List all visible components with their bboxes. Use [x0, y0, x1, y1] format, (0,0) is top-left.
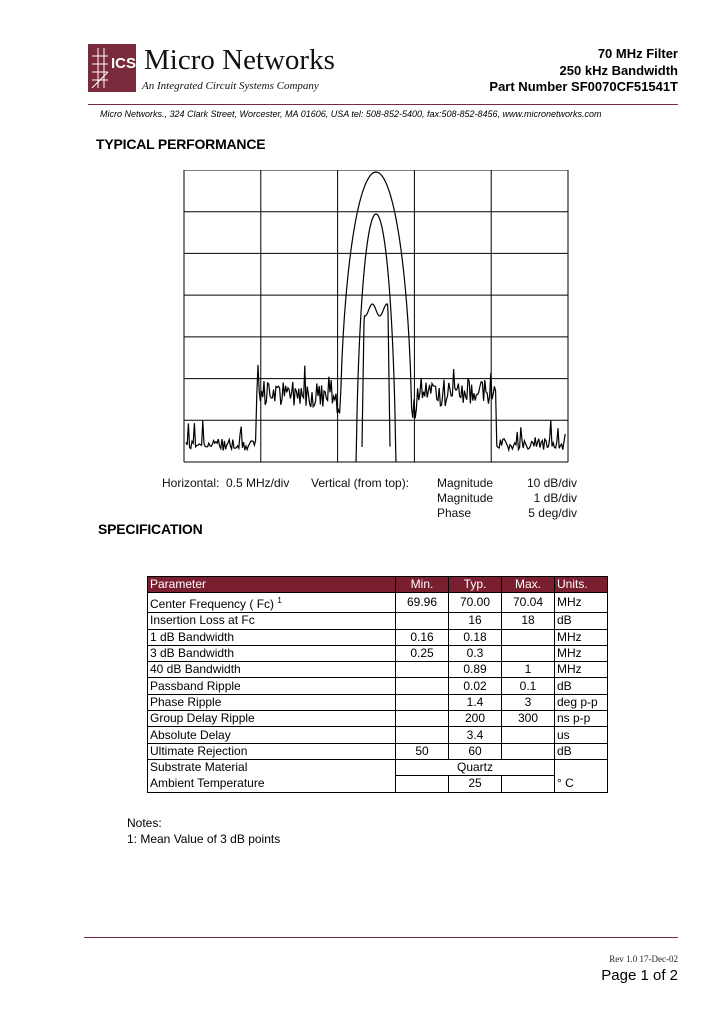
revision-label: Rev 1.0 17-Dec-02: [609, 954, 678, 964]
caption-horizontal-label: Horizontal:: [162, 476, 220, 490]
typ-cell: 0.02: [449, 678, 502, 694]
unit-cell: dB: [555, 678, 608, 694]
param-cell: Group Delay Ripple: [148, 711, 396, 727]
notes: [127, 816, 280, 847]
unit-cell: [555, 759, 608, 775]
spec-table-wrap: [147, 576, 608, 793]
section-title-performance: TYPICAL PERFORMANCE: [96, 136, 266, 152]
unit-cell: ° C: [555, 776, 608, 792]
section-title-specification: SPECIFICATION: [98, 521, 203, 537]
min-cell: 0.25: [396, 645, 449, 661]
column-header: Max.: [502, 577, 555, 593]
max-cell: 18: [502, 613, 555, 629]
typ-cell: 0.3: [449, 645, 502, 661]
svg-text:ICS: ICS: [111, 55, 136, 72]
chart-svg: [182, 170, 570, 466]
table-row: [148, 593, 608, 613]
notes-title: Notes:: [127, 816, 162, 830]
unit-cell: us: [555, 727, 608, 743]
caption-trace-scale: 5 deg/div: [528, 506, 577, 520]
table-header-row: [148, 577, 608, 593]
typ-cell: 70.00: [449, 593, 502, 613]
min-cell: 50: [396, 743, 449, 759]
substrate-value: Quartz: [396, 759, 555, 775]
param-cell: Ambient Temperature: [148, 776, 396, 792]
max-cell: [502, 645, 555, 661]
param-cell: Absolute Delay: [148, 727, 396, 743]
param-cell: Phase Ripple: [148, 694, 396, 710]
title-line: 250 kHz Bandwidth: [559, 62, 678, 78]
min-cell: [396, 678, 449, 694]
min-cell: 69.96: [396, 593, 449, 613]
param-cell: Passband Ripple: [148, 678, 396, 694]
caption-trace-name: Magnitude: [437, 476, 494, 490]
page-number: Page 1 of 2: [601, 967, 678, 984]
param-cell: Center Frequency ( Fc) $^1$: [148, 593, 396, 613]
param-cell: 40 dB Bandwidth: [148, 662, 396, 678]
param-cell: Substrate Material: [148, 759, 396, 775]
brand-tagline: An Integrated Circuit Systems Company: [142, 80, 319, 92]
column-header: Units.: [555, 577, 608, 593]
max-cell: 1: [502, 662, 555, 678]
typ-cell: 0.89: [449, 662, 502, 678]
typ-cell: 16: [449, 613, 502, 629]
caption-trace-scale: 1 dB/div: [533, 491, 577, 505]
min-cell: [396, 662, 449, 678]
typ-cell: 25: [449, 776, 502, 792]
max-cell: 3: [502, 694, 555, 710]
max-cell: [502, 743, 555, 759]
caption-horizontal-value: 0.5 MHz/div: [226, 476, 290, 490]
unit-cell: dB: [555, 613, 608, 629]
min-cell: [396, 694, 449, 710]
max-cell: [502, 776, 555, 792]
title-line: 70 MHz Filter: [597, 46, 678, 61]
max-cell: 0.1: [502, 678, 555, 694]
param-cell: 1 dB Bandwidth: [148, 629, 396, 645]
table-row: [148, 662, 608, 678]
company-address: Micro Networks., 324 Clark Street, Worcester, MA 01606, USA tel: 508-852-5400, fax:508-852-8456, www.micronetworks.com: [100, 109, 602, 119]
document-title: [489, 46, 678, 96]
title-line: Part Number SF0070CF51541T: [489, 79, 678, 94]
column-header: Min.: [396, 577, 449, 593]
param-cell: Insertion Loss at Fc: [148, 613, 396, 629]
table-row: [148, 678, 608, 694]
table-row: [148, 776, 608, 792]
typ-cell: 3.4: [449, 727, 502, 743]
unit-cell: dB: [555, 743, 608, 759]
footer-rule: [84, 937, 678, 938]
min-cell: 0.16: [396, 629, 449, 645]
unit-cell: deg p-p: [555, 694, 608, 710]
caption-trace-name: Phase: [437, 506, 472, 520]
caption-trace-name: Magnitude: [437, 491, 494, 505]
table-row: [148, 613, 608, 629]
table-row: [148, 645, 608, 661]
column-header: Parameter: [148, 577, 396, 593]
brand-name: Micro Networks: [144, 44, 335, 76]
table-row: [148, 694, 608, 710]
typ-cell: 200: [449, 711, 502, 727]
unit-cell: MHz: [555, 645, 608, 661]
caption-vertical-label: Vertical (from top):: [311, 476, 410, 490]
performance-chart: [182, 170, 570, 466]
ics-logo: [88, 44, 136, 92]
header-rule: [88, 104, 678, 105]
trace-phase: [362, 304, 390, 447]
max-cell: [502, 727, 555, 743]
typ-cell: 60: [449, 743, 502, 759]
max-cell: 300: [502, 711, 555, 727]
column-header: Typ.: [449, 577, 502, 593]
table-row: [148, 743, 608, 759]
note-item: 1: Mean Value of 3 dB points: [127, 831, 281, 846]
param-cell: Ultimate Rejection: [148, 743, 396, 759]
table-row: [148, 759, 608, 775]
min-cell: [396, 711, 449, 727]
typ-cell: 1.4: [449, 694, 502, 710]
min-cell: [396, 776, 449, 792]
max-cell: 70.04: [502, 593, 555, 613]
typ-cell: 0.18: [449, 629, 502, 645]
unit-cell: MHz: [555, 593, 608, 613]
param-cell: 3 dB Bandwidth: [148, 645, 396, 661]
spec-table: [147, 576, 608, 793]
table-row: [148, 629, 608, 645]
table-row: [148, 711, 608, 727]
table-row: [148, 727, 608, 743]
unit-cell: ns p-p: [555, 711, 608, 727]
min-cell: [396, 613, 449, 629]
min-cell: [396, 727, 449, 743]
caption-trace-scale: 10 dB/div: [526, 476, 577, 490]
unit-cell: MHz: [555, 629, 608, 645]
unit-cell: MHz: [555, 662, 608, 678]
max-cell: [502, 629, 555, 645]
